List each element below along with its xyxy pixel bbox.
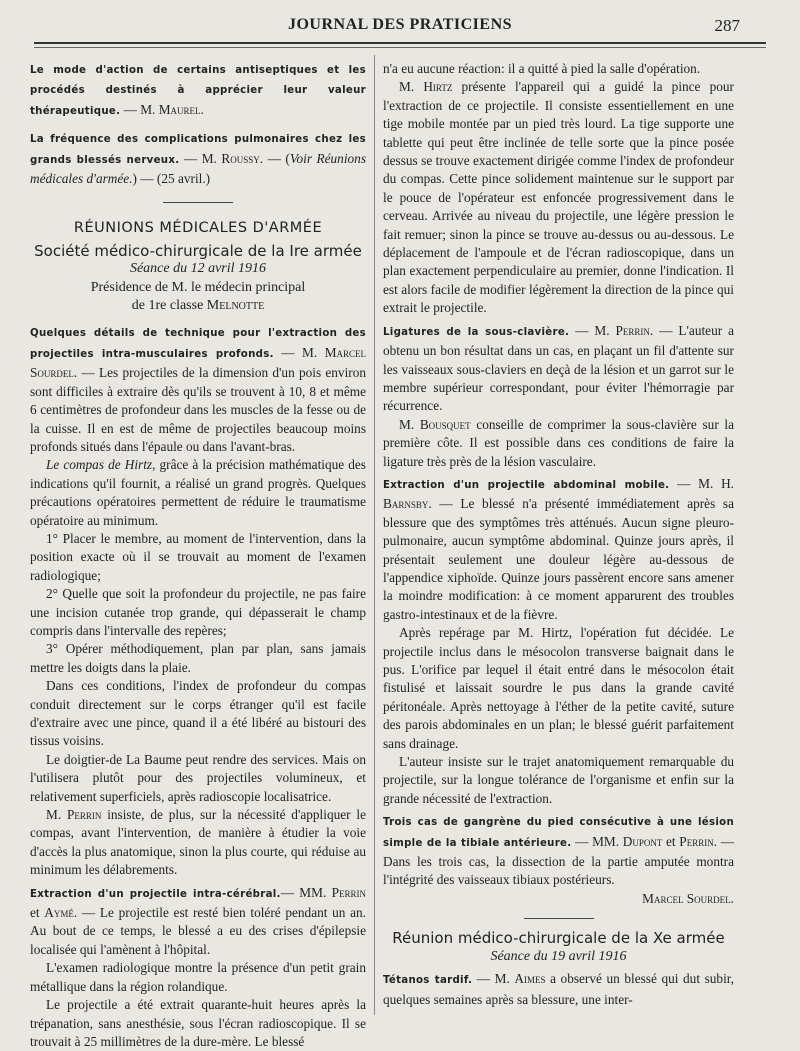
paragraph: 1° Placer le membre, au moment de l'intervention, dans la position exacte où il se trouvait au moment de l'examen radiologique; [30,530,366,583]
paragraph: 2° Quelle que soit la profondeur du projectile, ne pas faire une incision cutanée trop grande, qui dépasserait le champ compris dans l'intervalle des repères; [30,586,366,638]
section-subtitle: Société médico-chirurgicale de la Ire armée [34,241,362,260]
section-title: RÉUNIONS MÉDICALES D'ARMÉE [73,220,323,237]
seance-date: Séance du 12 avril 1916 [129,261,267,277]
paragraph: Trois cas de gangrène du pied consécutive à une lésion simple de la tibiale antérieure. — MM. Dupont et Perrin. — Dans les trois cas, la dissection de la partie amputée montra l'intégrité des vaisseaux tibiaux postérieurs. [383,817,734,888]
paragraph: Extraction d'un projectile intra-cérébral.— MM. Perrin et Aymé. — Le projectile est resté bien toléré pendant un an. Au bout de ce temps, le blessé a eu des crises d'épilepsie localisée qui l'amènent à l'hôpital. [30,884,367,957]
presidence-line-2: de 1re classe Melnotte [131,298,265,314]
paragraph: M. Perrin insiste, de plus, sur la nécessité d'appliquer le compas, avant l'intervention, de manière à étudier la voie d'accès la plus anatomique, sinon la plus courte, qui réduise au minimum les délabrements. [30,807,366,878]
right-column [383,60,734,1009]
seance-date: Séance du 19 avril 1916 [490,948,627,964]
paragraph: Le compas de Hirtz, grâce à la précision mathématique des indications qu'il fournit, a réalisé un grand progrès. Quelques précautions opératoires permettent de réduire le traumatisme opératoire au minimum. [30,457,366,528]
paragraph: M. Bousquet conseille de comprimer la sous-clavière sur la première côte. Il est possible dans ces conditions de faire la ligature très près de la lésion vasculaire. [383,416,734,469]
signature: Marcel Sourdel. [642,890,734,906]
left-column [30,60,366,1051]
presidence-line: Présidence de M. le médecin principal [90,279,306,295]
paragraph: Le projectile a été extrait quarante-huit heures après la trépanation, sans anesthésie, sous l'écran radioscopique. Il se trouvait à 25 millimètres de la dure-mère. Le blessé [30,997,366,1049]
section-rule [524,918,594,919]
paragraph: Le doigtier-de La Baume peut rendre des services. Mais on l'utilisera plutôt pour des projectiles volumineux, et relativement superficiels, après radioscopie localisatrice. [30,751,366,804]
paragraph: L'auteur insiste sur le trajet anatomiquement remarquable du projectile, sur la longue tolérance de l'organisme et enfin sur la grande nécessité de l'extraction. [383,754,734,806]
paragraph: Extraction d'un projectile abdominal mobile. — M. H. Barnsby. — Le blessé n'a présenté immédiatement après sa blessure que des symptômes très atténués. Aucun signe pleuro-pulmonaire, aucun symptôme abdominal. Quinze jours après, il présentait seulement une douleur légère au-dessous de l'appendice xiphoïde. Quinze jours passèrent encore sans amener la moindre modification: à ce moment apparurent des troubles gastro-intestinaux et de la fièvre. [383,475,734,622]
journal-title: JOURNAL DES PRATICIENS [287,16,513,33]
paragraph: La fréquence des complications pulmonaires chez les grands blessés nerveux. — M. Roussy. — (Voir Réunions médicales d'armée.) — (25 avril.) [30,134,366,187]
column-divider [374,55,375,1015]
paragraph: L'examen radiologique montre la présence d'un petit grain métallique dans la région rolandique. [30,960,366,994]
section-subtitle: Réunion médico-chirurgicale de la Xe armée [392,929,725,948]
paragraph: M. Hirtz présente l'appareil qui a guidé la pince pour l'extraction de ce projectile. Il consiste essentiellement en une tige mobile montée par un pied très lourd. La tige supporte une tablette qui peut être inclinée de telle sorte que la pince posée dessus se trouve exactement dirigée comme l'index de profondeur du compas. Cette pince solidement maintenue sur le support par le pouce de l'opérateur est enfoncée progressivement dans le cerveau. Arrivée au niveau du projectile, une légère pression le fait remuer; sinon la pince se trouve au-dessus ou au-dessous. Le déplacement de l'ampoule et de l'écran radioscopique, dans un plan exactement perpendiculaire au premier, donne l'indication. Il est alors facile de modifier légèrement la direction de la pince qui extrait le projectile. [383,79,734,316]
paragraph: Ligatures de la sous-clavière. — M. Perrin. — L'auteur a obtenu un bon résultat dans un cas, en plaçant un fil d'attente sur les vaisseaux sous-claviers en deçà de la lésion et un garrot sur le membre supérieur correspondant, pour éviter l'hémorragie par récurrence. [383,322,734,414]
page-number: 287 [714,16,740,35]
paragraph: Dans ces conditions, l'index de profondeur du compas conduit directement sur le corps étranger qu'il est facile d'extraire avec une pince, quand il a été libéré au bistouri des tissus voisins. [30,678,366,749]
paragraph: Après repérage par M. Hirtz, l'opération fut décidée. Le projectile inclus dans le mésocolon transverse baignait dans le pus. L'orifice par lequel il était entré dans le mésocolon était fistulisé et laissait sourdre le pus dans la grande cavité péritonéale. Après nettoyage à l'éther de la petite cavité, suture des parois abdominales en un plan; le blessé guérit parfaitement sans drainage. [383,625,734,751]
paragraph: Tétanos tardif. — M. Aimes a observé un blessé qui dut subir, quelques semaines après sa blessure, une inter- [383,971,734,1007]
paragraph: Quelques détails de technique pour l'extraction des projectiles intra-musculaires profonds. — M. Marcel Sourdel. — Les projectiles de la dimension d'un pois environ sont difficiles à extraire dès qu'ils se trouvent à 10, 8 et même 6 centimètres de profondeur dans les muscles de la fesse ou de la cuisse. Il en est de même de projectiles beaucoup moins profonds situés dans l'épaule ou dans l'avant-bras. [30,328,367,454]
section-rule [163,202,233,203]
paragraph: Le mode d'action de certains antiseptiques et les procédés destinés à apprécier leur valeur thérapeutique. — M. Maurel. [30,65,366,117]
page-header [0,16,800,40]
paragraph: 3° Opérer méthodiquement, plan par plan, sans jamais mettre les doigts dans la plaie. [30,641,366,675]
paragraph: n'a eu aucune réaction: il a quitté à pied la salle d'opération. [383,61,701,76]
header-rule-thin [34,47,766,48]
header-rule [34,42,766,44]
